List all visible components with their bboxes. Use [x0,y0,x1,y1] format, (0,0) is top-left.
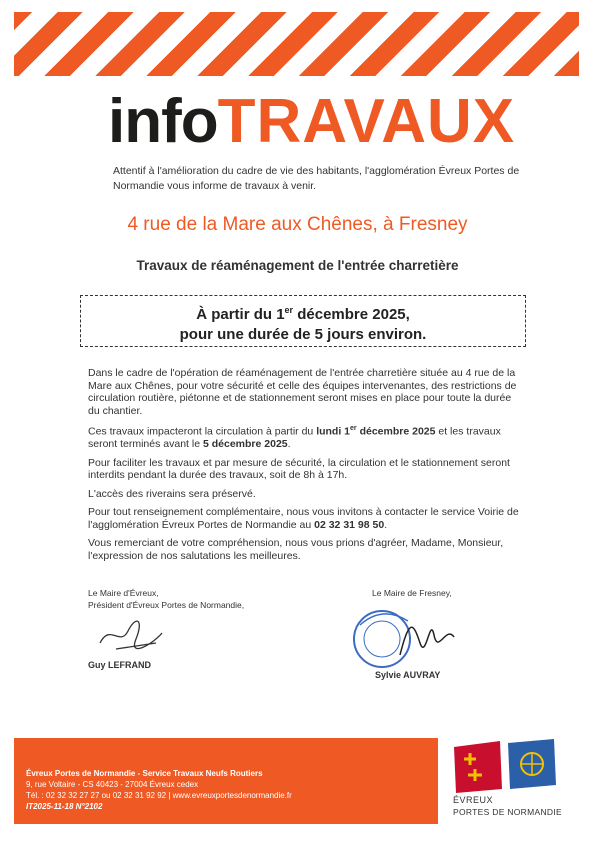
header-stripe-banner [14,12,579,76]
footer-reference: IT2025-11-18 N°2102 [26,802,103,811]
intro-text: Attentif à l'amélioration du cadre de vie des habitants, l'agglomération Évreux Portes de Normandie vous informe de travaux à venir. [113,165,520,192]
signatory-name-right: Sylvie AUVRAY [375,670,441,680]
mairie-stamp-icon [350,595,460,675]
signature-block-evreux [88,587,258,670]
date-line-1: À partir du 1er décembre 2025, [196,305,410,323]
date-box [80,295,526,347]
work-subtitle: Travaux de réaménagement de l'entrée charretière [136,258,459,273]
signatory-name-left: Guy LEFRAND [88,660,151,670]
letter-body [88,367,524,568]
paragraph-restrictions: Pour faciliter les travaux et par mesure de sécurité, la circulation et le stationnement seront interdits pendant la durée des travaux, soit de 8h à 17h. [88,456,510,481]
date-line-2: pour une durée de 5 jours environ. [179,326,427,343]
logo-travaux-word: TRAVAUX [217,87,516,156]
footer-address: 9, rue Voltaire - CS 40423 - 27004 Évreux cedex [26,780,199,789]
work-address: 4 rue de la Mare aux Chênes, à Fresney [127,214,468,235]
footer-contact-banner [14,738,438,824]
logo-info-word: info [108,87,218,156]
paragraph-context: Dans le cadre de l'opération de réaménagement de l'entrée charretière située au 4 rue de la Mare aux Chênes, pour votre sécurité et celle des équipes intervenantes, des restrictions de circulation routière, piétonne et de stationnement seront mises en place pour toute la durée du chantier. [88,367,517,417]
paragraph-contact: Pour tout renseignement complémentaire, nous vous invitons à contacter le service Voirie de l'agglomération Évreux Portes de Normandie au 02 32 31 98 50. [88,506,519,531]
epn-brand-logo [438,735,588,825]
contact-phone: 02 32 31 98 50 [314,518,385,531]
paragraph-closing: Vous remerciant de votre compréhension, nous vous prions d'agréer, Madame, Monsieur, l'expression de nos salutations les meilleures. [88,537,504,562]
brand-name-line-2: PORTES DE NORMANDIE [453,807,562,817]
signature-block-fresney [350,587,500,680]
signatory-title-2: Président d'Évreux Portes de Normandie, [88,600,245,610]
signatory-title-right: Le Maire de Fresney, [372,588,452,598]
paragraph-dates: Ces travaux impacteront la circulation à partir du lundi 1er décembre 2025 et les travaux seront terminés avant le 5 décembre 2025. [88,425,501,450]
signatory-title-1: Le Maire d'Évreux, [88,588,159,598]
info-travaux-logo [108,86,515,158]
footer-service: Évreux Portes de Normandie - Service Travaux Neufs Routiers [26,769,263,778]
handwritten-signature-icon [96,613,166,653]
footer-phone-web: Tél. : 02 32 32 27 27 ou 02 32 31 92 92 | www.evreuxportesdenormandie.fr [26,791,292,800]
brand-name-line-1: ÉVREUX [453,795,494,805]
paragraph-residents: L'accès des riverains sera préservé. [88,487,256,500]
normandy-flag-icon [450,737,560,795]
